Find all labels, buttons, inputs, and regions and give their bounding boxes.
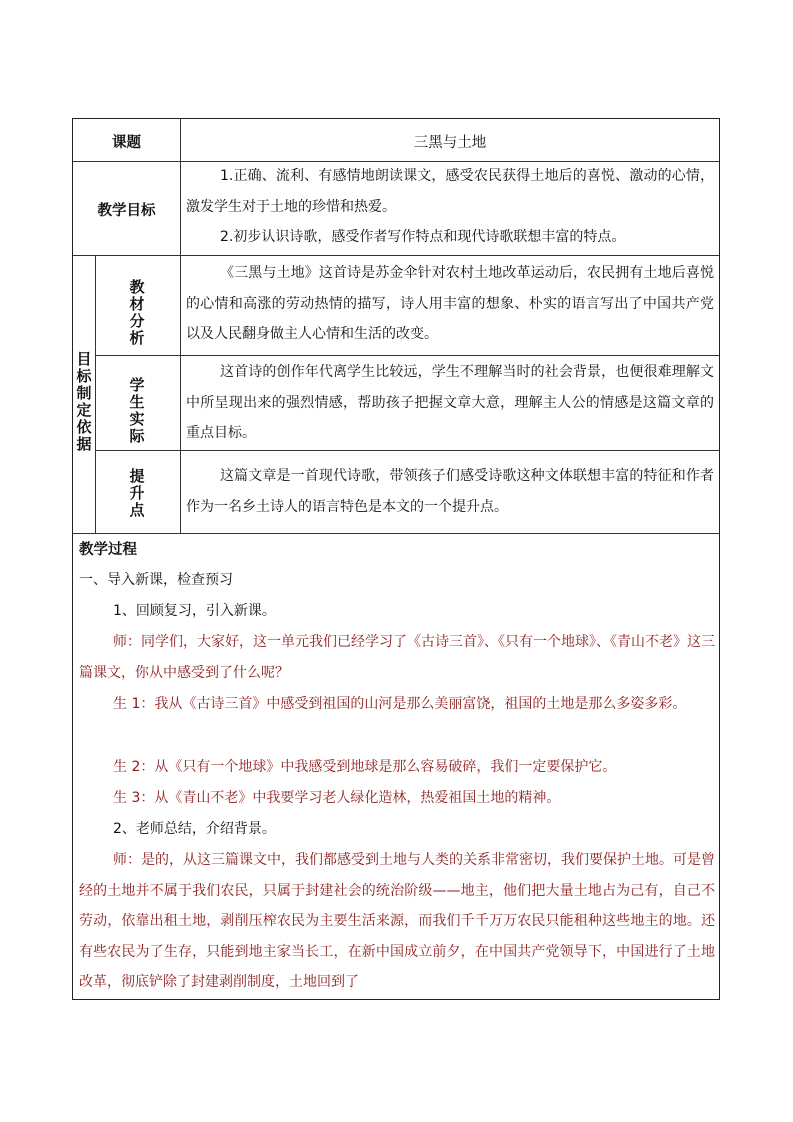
goal-item-1: 1.正确、流利、有感情地朗读课文，感受农民获得土地后的喜悦、激动的心情，激发学生对于土地的珍惜和热爱。 (186, 168, 714, 215)
row-divider (95, 450, 719, 451)
lesson-plan-table (72, 118, 720, 1000)
basis-label: 目标制定依据 (76, 350, 92, 453)
topic-label: 课题 (112, 135, 141, 151)
basis-row-label-textbook: 教材分析 (129, 278, 145, 347)
student-line-3: 生 3：从《青山不老》中我要学习老人绿化造林，热爱祖国土地的精神。 (113, 790, 561, 806)
column-divider (95, 255, 96, 533)
process-step-2: 2、老师总结，介绍背景。 (113, 821, 276, 837)
process-section-1: 一、导入新课，检查预习 (79, 572, 233, 588)
column-divider (180, 119, 181, 533)
row-divider (73, 255, 719, 256)
row-divider (73, 533, 719, 534)
basis-row-label-students: 学生实际 (129, 376, 145, 445)
teacher-line-2: 师：是的，从这三篇课文中，我们都感受到土地与人类的关系非常密切，我们要保护土地。可是曾经的土地并不属于我们农民，只属于封建社会的统治阶级——地主，他们把大量土地占为己有，自己不劳动，依靠出租土地，剥削压榨农民为主要生活来源，而我们千千万万农民只能租种这些地主的地。还有些农民为了生存，只能到地主家当长工，在新中国成立前夕，在中国共产党领导下，中国进行了土地改革，彻底铲除了封建剥削制度，土地回到了 (79, 852, 715, 990)
basis-row-text-students: 这首诗的创作年代离学生比较远，学生不理解当时的社会背景，也便很难理解文中所呈现出来的强烈情感，帮助孩子把握文章大意，理解主人公的情感是这篇文章的重点目标。 (186, 364, 714, 441)
process-step-1: 1、回顾复习，引入新课。 (113, 603, 276, 619)
student-line-2: 生 2：从《只有一个地球》中我感受到地球是那么容易破碎，我们一定要保护它。 (113, 759, 617, 775)
basis-row-label-improvement: 提升点 (129, 467, 145, 519)
student-line-1: 生 1：我从《古诗三首》中感受到祖国的山河是那么美丽富饶，祖国的土地是那么多姿多彩。 (113, 696, 687, 712)
topic-value: 三黑与土地 (413, 135, 487, 151)
basis-row-text-textbook: 《三黑与土地》这首诗是苏金伞针对农村土地改革运动后，农民拥有土地后喜悦的心情和高涨的劳动热情的描写，诗人用丰富的想象、朴实的语言写出了中国共产党以及人民翻身做主人心情和生活的改变。 (186, 265, 714, 342)
basis-row-text-improvement: 这篇文章是一首现代诗歌，带领孩子们感受诗歌这种文体联想丰富的特征和作者作为一名乡土诗人的语言特色是本文的一个提升点。 (186, 468, 714, 515)
goals-label: 教学目标 (97, 203, 156, 219)
row-divider (95, 355, 719, 356)
process-heading: 教学过程 (79, 542, 137, 558)
teacher-line-1: 师：同学们，大家好，这一单元我们已经学习了《古诗三首》、《只有一个地球》、《青山不老》这三篇课文，你从中感受到了什么呢？ (79, 634, 715, 681)
goal-item-2: 2.初步认识诗歌，感受作者写作特点和现代诗歌联想丰富的特点。 (220, 229, 626, 245)
